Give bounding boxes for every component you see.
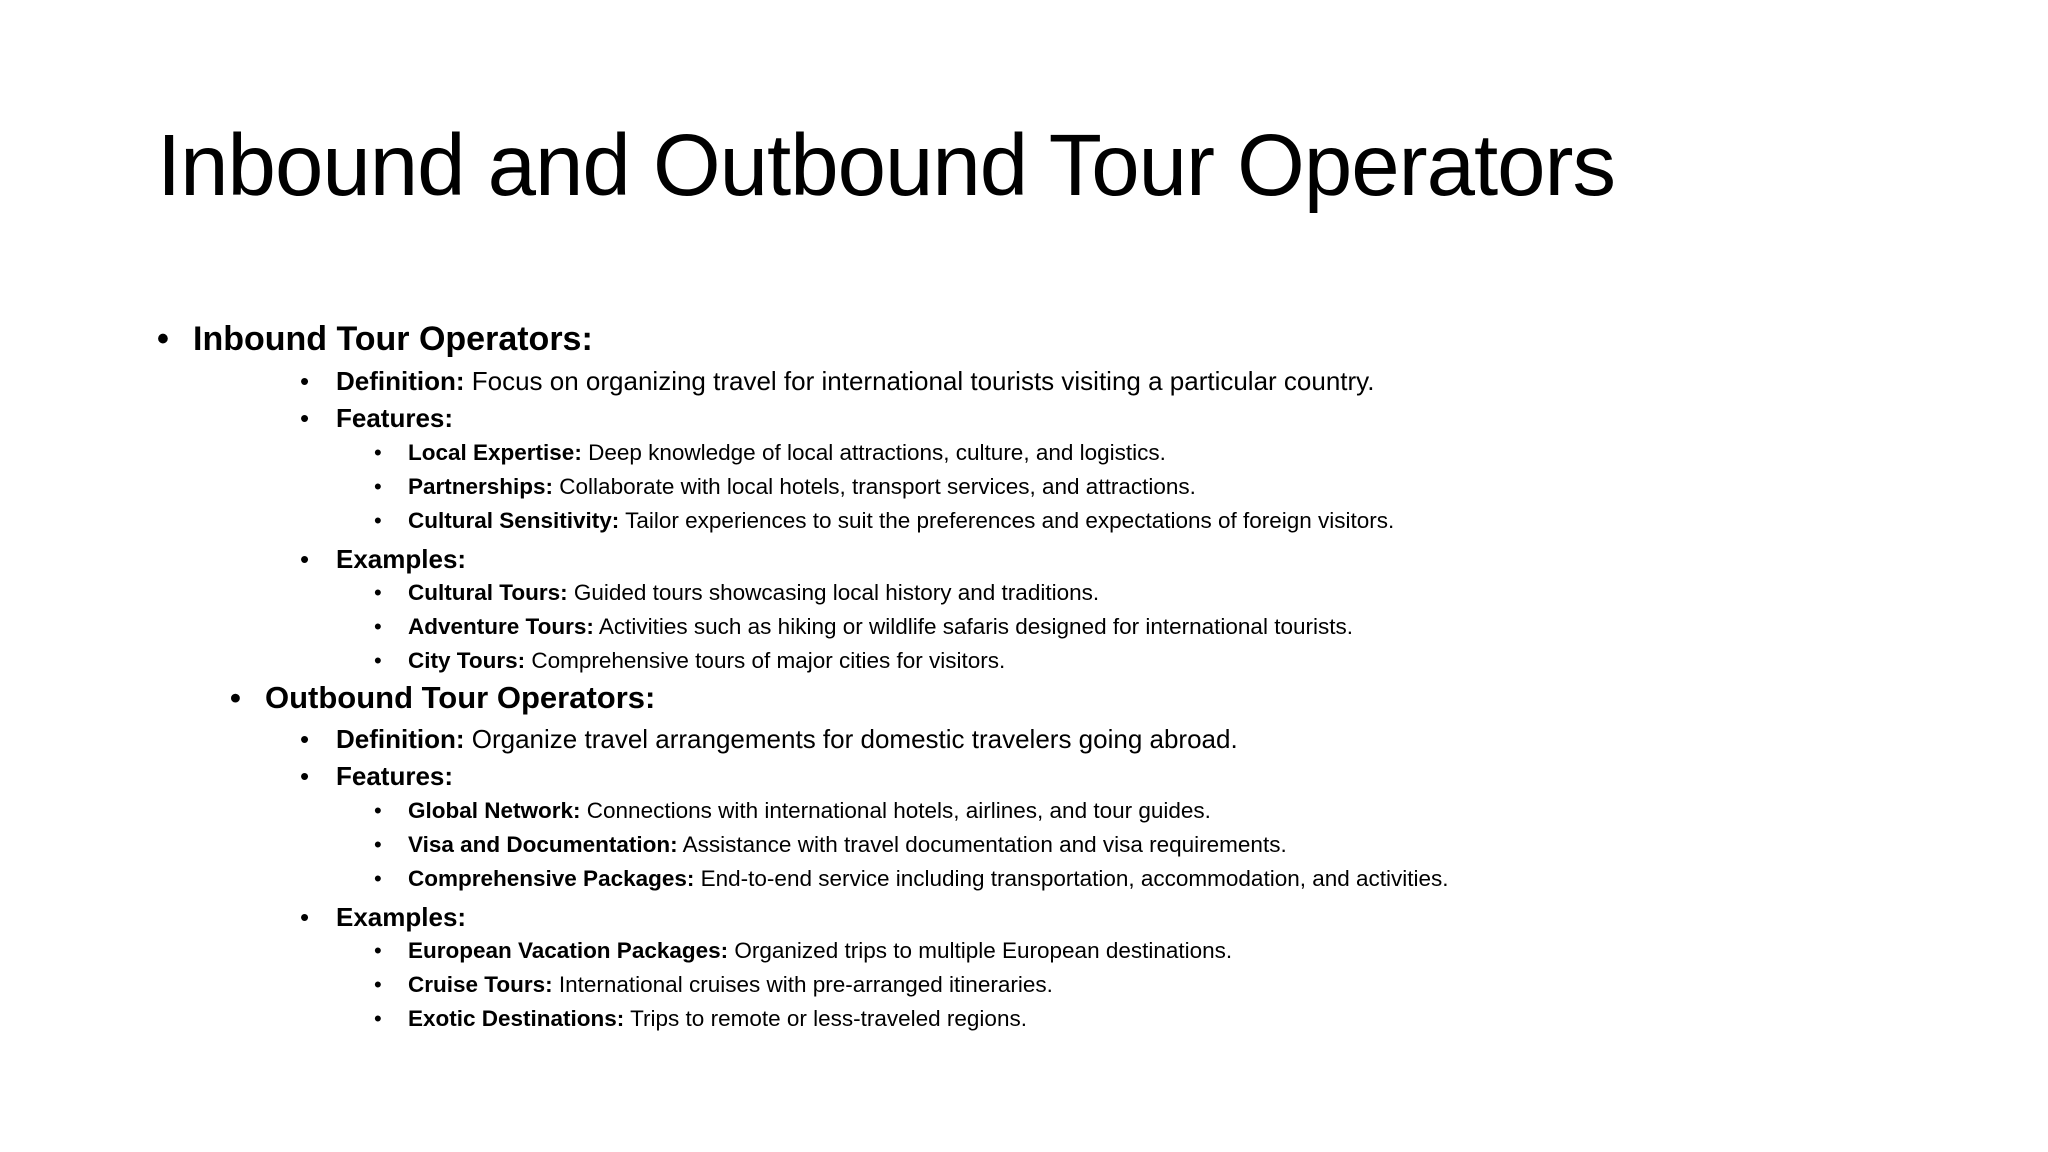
bullet-icon: •: [300, 902, 310, 932]
slide-title: Inbound and Outbound Tour Operators: [157, 117, 1615, 214]
example-label: European Vacation Packages:: [408, 938, 729, 963]
feature-text: Connections with international hotels, airlines, and tour guides.: [580, 798, 1211, 823]
inbound-examples-item: [300, 544, 467, 574]
inbound-features-label: Features:: [336, 403, 454, 433]
outbound-definition-label: Definition:: [336, 724, 465, 754]
outbound-heading-item: [230, 680, 656, 715]
bullet-icon: •: [374, 1006, 382, 1031]
feature-label: Global Network:: [408, 798, 581, 823]
inbound-features-item: [300, 403, 454, 433]
bullet-icon: •: [374, 832, 382, 857]
feature-label: Local Expertise:: [408, 440, 582, 465]
outbound-features-item: [300, 761, 454, 791]
example-text: International cruises with pre-arranged itineraries.: [552, 972, 1053, 997]
outbound-example-item: [374, 972, 1053, 997]
feature-text: End-to-end service including transportation, accommodation, and activities.: [694, 866, 1449, 891]
bullet-icon: •: [230, 680, 241, 715]
outbound-feature-item: [374, 832, 1287, 857]
bullet-icon: •: [374, 440, 382, 465]
inbound-definition-label: Definition:: [336, 366, 465, 396]
feature-text: Collaborate with local hotels, transport services, and attractions.: [553, 474, 1196, 499]
example-label: City Tours:: [408, 648, 526, 673]
bullet-icon: •: [157, 320, 169, 358]
bullet-icon: •: [374, 474, 382, 499]
outbound-examples-item: [300, 902, 467, 932]
bullet-icon: •: [300, 403, 310, 433]
inbound-definition-item: [300, 366, 1375, 396]
inbound-feature-item: [374, 440, 1166, 465]
feature-label: Cultural Sensitivity:: [408, 508, 620, 533]
inbound-example-item: [374, 614, 1353, 639]
bullet-icon: •: [374, 938, 382, 963]
feature-text: Assistance with travel documentation and visa requirements.: [677, 832, 1287, 857]
outbound-feature-item: [374, 798, 1211, 823]
bullet-icon: •: [374, 648, 382, 673]
outbound-definition-text: Organize travel arrangements for domestic travelers going abroad.: [464, 724, 1238, 754]
outbound-features-label: Features:: [336, 761, 454, 791]
example-label: Cultural Tours:: [408, 580, 568, 605]
example-text: Activities such as hiking or wildlife safaris designed for international tourists.: [593, 614, 1353, 639]
example-text: Organized trips to multiple European destinations.: [728, 938, 1233, 963]
feature-text: Tailor experiences to suit the preferences and expectations of foreign visitors.: [619, 508, 1395, 533]
feature-label: Visa and Documentation:: [408, 832, 678, 857]
example-text: Trips to remote or less-traveled regions.: [624, 1006, 1027, 1031]
bullet-icon: •: [374, 798, 382, 823]
feature-label: Partnerships:: [408, 474, 554, 499]
feature-text: Deep knowledge of local attractions, culture, and logistics.: [581, 440, 1166, 465]
inbound-heading-item: [157, 320, 593, 358]
inbound-example-item: [374, 648, 1006, 673]
inbound-feature-item: [374, 474, 1196, 499]
outbound-feature-item: [374, 866, 1449, 891]
example-label: Adventure Tours:: [408, 614, 594, 639]
outbound-definition-item: [300, 724, 1238, 754]
example-label: Exotic Destinations:: [408, 1006, 625, 1031]
bullet-icon: •: [300, 761, 310, 791]
bullet-icon: •: [300, 366, 310, 396]
inbound-definition-text: Focus on organizing travel for international tourists visiting a particular country.: [464, 366, 1375, 396]
bullet-icon: •: [374, 614, 382, 639]
inbound-heading: Inbound Tour Operators:: [193, 320, 593, 358]
outbound-examples-label: Examples:: [336, 902, 467, 932]
inbound-feature-item: [374, 508, 1395, 533]
bullet-icon: •: [300, 544, 310, 574]
outbound-heading: Outbound Tour Operators:: [265, 680, 656, 715]
bullet-icon: •: [374, 580, 382, 605]
bullet-icon: •: [300, 724, 310, 754]
feature-label: Comprehensive Packages:: [408, 866, 695, 891]
outbound-example-item: [374, 938, 1233, 963]
inbound-examples-label: Examples:: [336, 544, 467, 574]
example-text: Guided tours showcasing local history and traditions.: [567, 580, 1100, 605]
inbound-example-item: [374, 580, 1100, 605]
bullet-icon: •: [374, 508, 382, 533]
outbound-example-item: [374, 1006, 1027, 1031]
bullet-icon: •: [374, 972, 382, 997]
example-text: Comprehensive tours of major cities for visitors.: [525, 648, 1006, 673]
example-label: Cruise Tours:: [408, 972, 553, 997]
bullet-icon: •: [374, 866, 382, 891]
